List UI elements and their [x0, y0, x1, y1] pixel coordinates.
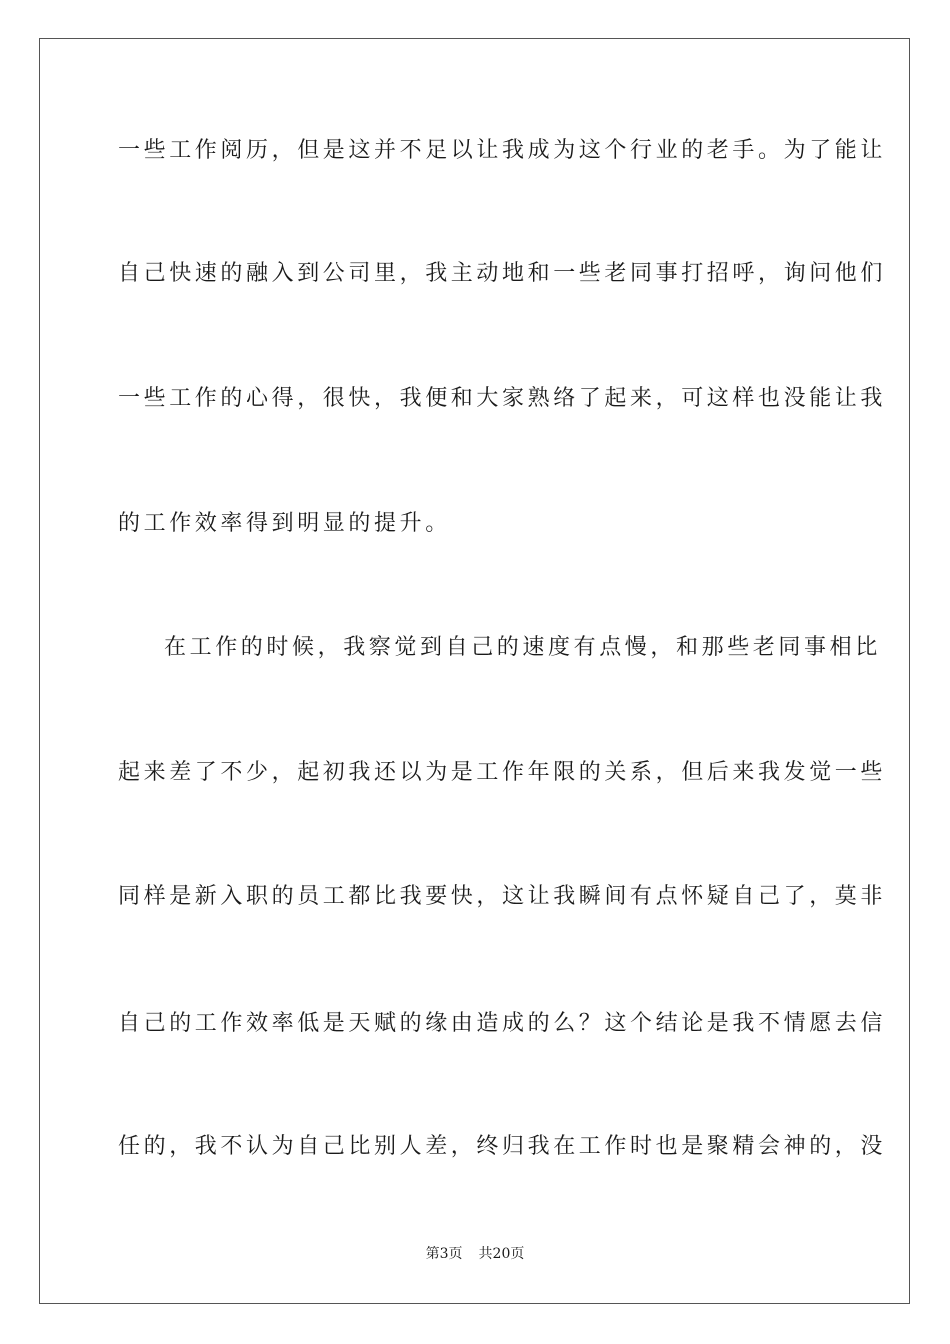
page-border: [39, 38, 910, 1304]
body-line-1: 一些工作阅历，但是这并不足以让我成为这个行业的老手。为了能让: [118, 138, 887, 163]
body-line-3: 一些工作的心得，很快，我便和大家熟络了起来，可这样也没能让我: [118, 386, 887, 411]
page-number: 第3页: [425, 1246, 463, 1262]
body-line-6: 起来差了不少，起初我还以为是工作年限的关系，但后来我发觉一些: [118, 760, 887, 785]
body-line-7: 同样是新入职的员工都比我要快，这让我瞬间有点怀疑自己了，莫非: [118, 884, 887, 909]
body-line-4: 的工作效率得到明显的提升。: [118, 511, 451, 536]
body-line-9: 任的，我不认为自己比别人差，终归我在工作时也是聚精会神的，没: [118, 1134, 887, 1159]
page-total: 共20页: [478, 1246, 525, 1262]
body-line-2: 自己快速的融入到公司里，我主动地和一些老同事打招呼，询问他们: [118, 261, 887, 286]
body-line-5: 在工作的时候，我察觉到自己的速度有点慢，和那些老同事相比: [164, 635, 881, 660]
page-footer: [0, 1244, 950, 1264]
body-line-8: 自己的工作效率低是天赋的缘由造成的么？这个结论是我不情愿去信: [118, 1011, 887, 1036]
